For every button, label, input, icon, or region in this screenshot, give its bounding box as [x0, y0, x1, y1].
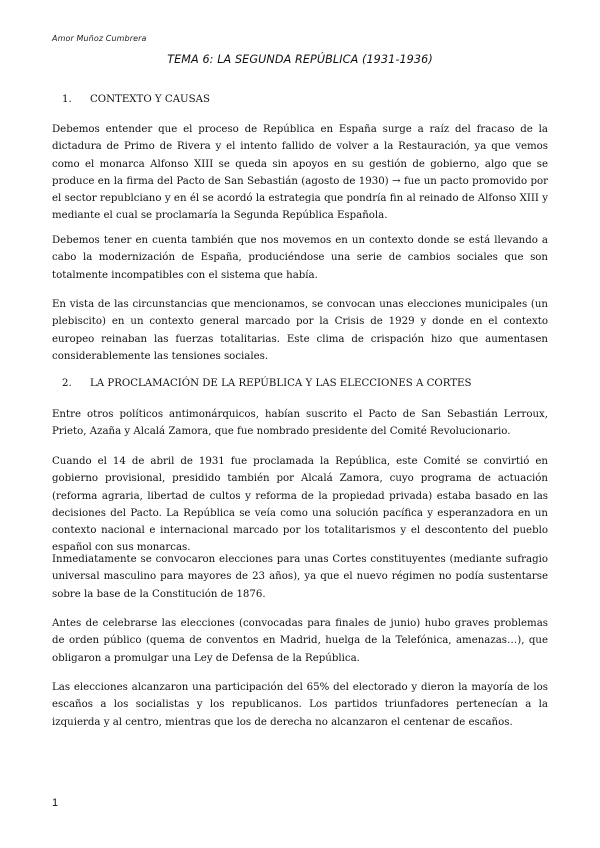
section-heading-2 [62, 378, 548, 389]
paragraph: Las elecciones alcanzaron una participación del 65% del electorado y dieron la mayoría de los escaños a los socialistas y los republicanos. Los partidos triunfadores pertenecían a la izquierda y al centro, mientras que los de derecha no alcanzaron el centenar de escaños. [52, 682, 548, 728]
page-number: 1 [52, 797, 59, 809]
paragraph: Debemos entender que el proceso de República en España surge a raíz del fracaso de la dictadura de Primo de Rivera y el intento fallido de volver a la Restauración, ya que vemos como el monarca Alfonso XIII se queda sin apoyos en su gestión de gobierno, algo que se produce en la firma del Pacto de San Sebastián (agosto de 1930) → fue un pacto promovido por el sector republciano y en él se acordó la estrategia que pondría fin al reinado de Alfonso XIII y mediante el cual se proclamaría la Segunda República Española. [52, 124, 548, 222]
paragraph: En vista de las circunstancias que mencionamos, se convocan unas elecciones municipales (un plebiscito) en un contexto general marcado por la Crisis de 1929 y donde en el contexto europeo reinaban las fuerzas totalitarias. Este clima de crispación hizo que aumentasen considerablemente las tensiones sociales. [52, 299, 548, 362]
author-name: Amor Muñoz Cumbrera [52, 34, 147, 43]
section-number: 2. [62, 378, 72, 389]
paragraph: Entre otros políticos antimonárquicos, habían suscrito el Pacto de San Sebastián Lerroux, Prieto, Azaña y Alcalá Zamora, que fue nombrado presidente del Comité Revolucionario. [52, 409, 548, 438]
page-title: TEMA 6: LA SEGUNDA REPÚBLICA (1931-1936) [167, 53, 433, 66]
section-heading-text: CONTEXTO Y CAUSAS [90, 94, 210, 105]
paragraph: Antes de celebrarse las elecciones (convocadas para finales de junio) hubo graves problemas de orden público (quema de conventos en Madrid, huelga de la Telefónica, amenazas…), que obligaron a promulgar una Ley de Defensa de la República. [52, 618, 548, 664]
section-number: 1. [62, 94, 72, 105]
section-heading-text: LA PROCLAMACIÓN DE LA REPÚBLICA Y LAS ELECCIONES A CORTES [90, 378, 472, 389]
paragraph: Inmediatamente se convocaron elecciones para unas Cortes constituyentes (mediante sufragio universal masculino para mayores de 23 años), ya que el nuevo régimen no podía sustentarse sobre la base de la Constitución de 1876. [52, 554, 548, 600]
paragraph: Debemos tener en cuenta también que nos movemos en un contexto donde se está llevando a cabo la modernización de España, produciéndose una serie de cambios sociales que son totalmente incompatibles con el sistema que había. [52, 235, 548, 281]
section-heading-1 [62, 94, 548, 105]
paragraph: Cuando el 14 de abril de 1931 fue proclamada la República, este Comité se convirtió en gobierno provisional, presidido también por Alcalá Zamora, cuyo programa de actuación (reforma agraria, libertad de cultos y reforma de la propiedad privada) estaba basado en las decisiones del Pacto. La República se veía como una solución pacífica y esperanzadora en un contexto nacional e internacional marcado por los totalitarismos y el descontento del pueblo español con sus monarcas. [52, 456, 548, 554]
